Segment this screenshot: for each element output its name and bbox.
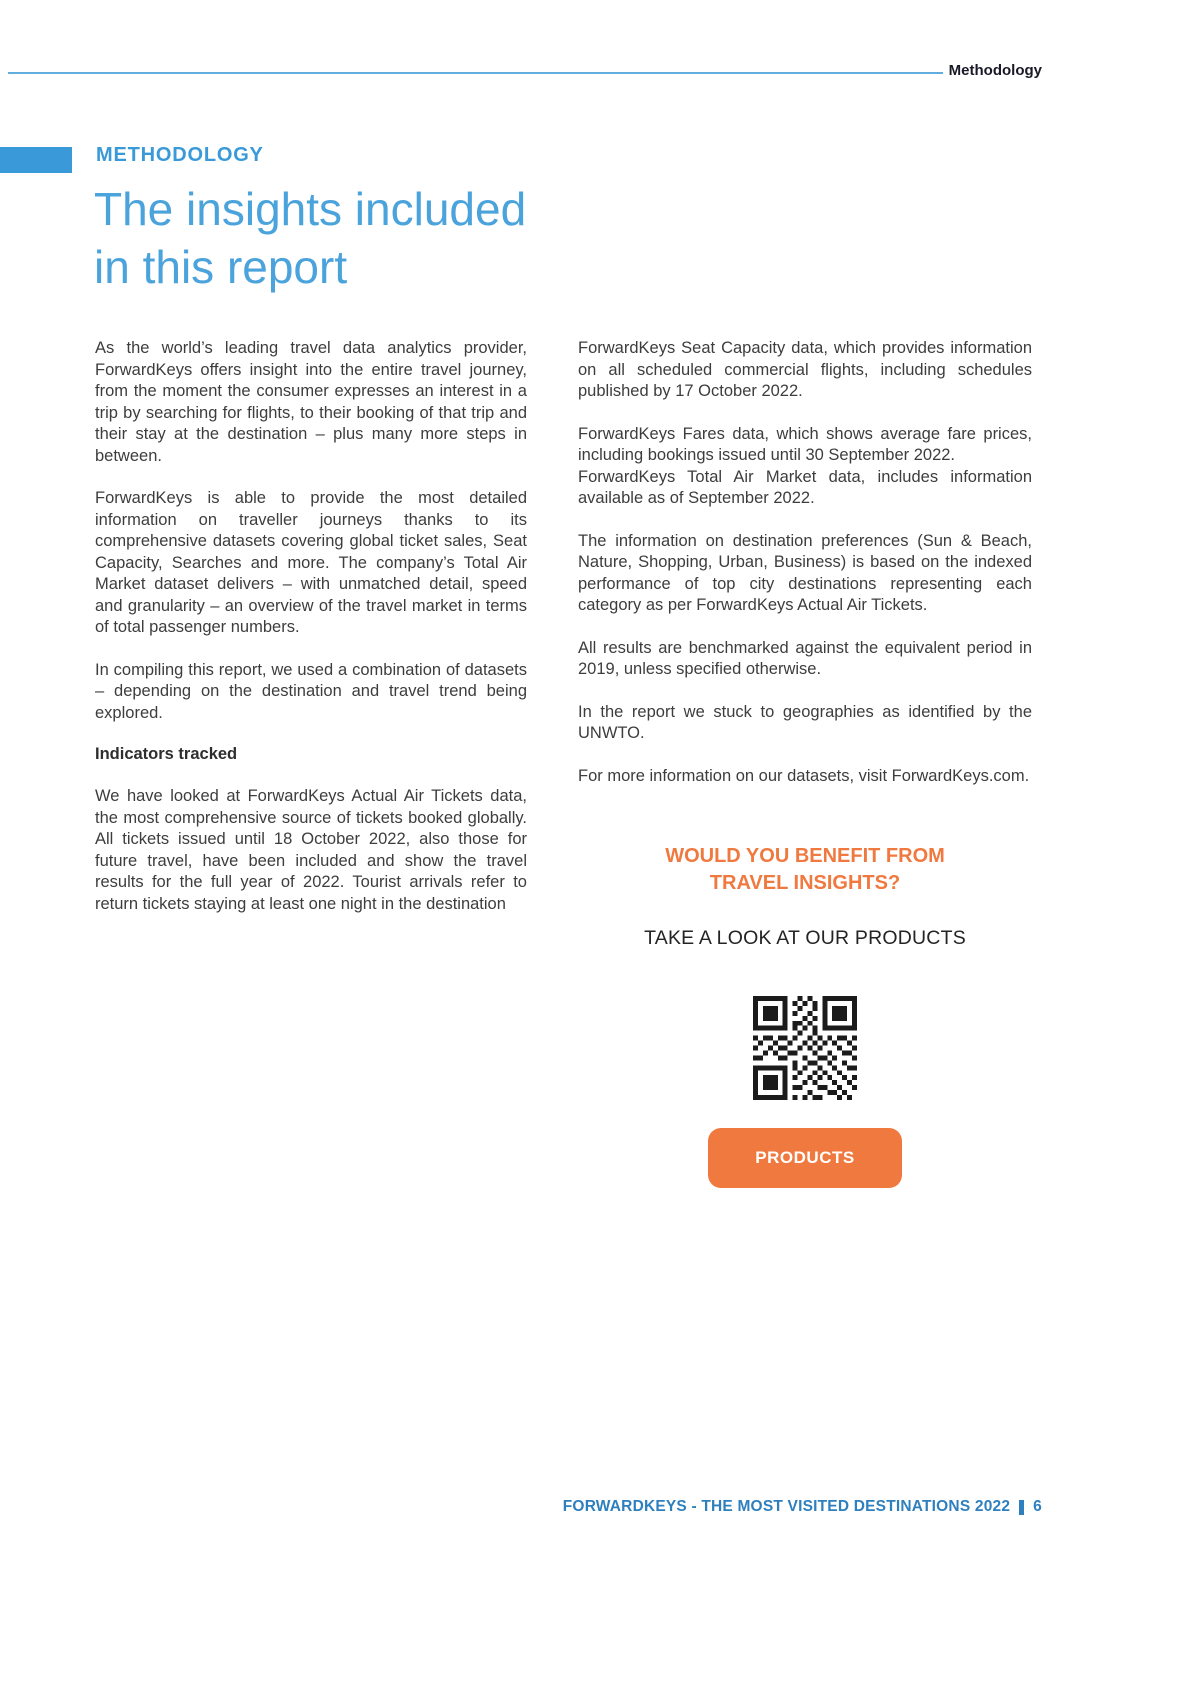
- body-paragraph: As the world’s leading travel data analytics provider, ForwardKeys offers insight into the entire travel journey, from the moment the consumer expresses an interest in a trip by searching for flights, to their booking of that trip and their stay at the destination – plus many more steps in between.: [95, 339, 527, 465]
- cta-heading: [578, 843, 1032, 897]
- qr-code: [753, 996, 857, 1100]
- body-paragraph: For more information on our datasets, visit ForwardKeys.com.: [578, 766, 1030, 785]
- page-title-line1: The insights included: [94, 183, 527, 235]
- left-column: [95, 338, 527, 1188]
- body-paragraph: In compiling this report, we used a combination of datasets – depending on the destination and travel trend being explored.: [95, 660, 527, 722]
- body-paragraph: ForwardKeys is able to provide the most detailed information on traveller journeys thanks to its comprehensive datasets covering global ticket sales, Seat Capacity, Searches and more. The company’s Total Air Market dataset delivers – with unmatched detail, speed and granularity – an overview of the travel market in terms of total passenger numbers.: [95, 489, 527, 636]
- products-button[interactable]: PRODUCTS: [708, 1128, 902, 1188]
- body-columns: [95, 338, 1032, 1188]
- page-title-line2: in this report: [94, 241, 348, 293]
- top-rule: [8, 72, 943, 74]
- body-paragraph: All results are benchmarked against the equivalent period in 2019, unless specified otherwise.: [578, 638, 1032, 678]
- body-paragraph: In the report we stuck to geographies as identified by the UNWTO.: [578, 702, 1032, 742]
- qr-code-svg: [753, 996, 857, 1100]
- page-title: [94, 180, 526, 296]
- body-paragraph: ForwardKeys Total Air Market data, includes information available as of September 2022.: [578, 467, 1032, 507]
- indicators-subheading: Indicators tracked: [95, 745, 238, 763]
- cta-heading-line1: WOULD YOU BENEFIT FROM: [665, 845, 945, 867]
- body-paragraph: ForwardKeys Seat Capacity data, which provides information on all scheduled commercial flights, including schedules published by 17 October 2022.: [578, 339, 1032, 400]
- cta-block: [578, 843, 1032, 1188]
- footer-report-title: FORWARDKEYS - THE MOST VISITED DESTINATIONS 2022: [562, 1498, 1011, 1515]
- body-paragraph: The information on destination preferences (Sun & Beach, Nature, Shopping, Urban, Business) is based on the indexed performance of top city destinations representing each category as per ForwardKeys Actual Air Tickets.: [578, 531, 1032, 614]
- page-footer: [563, 1498, 1042, 1516]
- right-column: [578, 338, 1032, 1188]
- cta-subheading: TAKE A LOOK AT OUR PRODUCTS: [644, 927, 966, 949]
- accent-bar: [0, 147, 72, 173]
- cta-heading-line2: TRAVEL INSIGHTS?: [709, 872, 901, 894]
- footer-page-number: 6: [1033, 1498, 1042, 1515]
- section-kicker: METHODOLOGY: [96, 144, 264, 166]
- footer-divider: [1019, 1500, 1024, 1515]
- body-paragraph: We have looked at ForwardKeys Actual Air Tickets data, the most comprehensive source of tickets booked globally. All tickets issued until 18 October 2022, also those for future travel, have been included and show the travel results for the full year of 2022. Tourist arrivals refer to return tickets staying at least one night in the destination: [95, 787, 527, 913]
- body-paragraph: ForwardKeys Fares data, which shows average fare prices, including bookings issued until 30 September 2022.: [578, 424, 1032, 464]
- running-header: Methodology: [948, 62, 1042, 79]
